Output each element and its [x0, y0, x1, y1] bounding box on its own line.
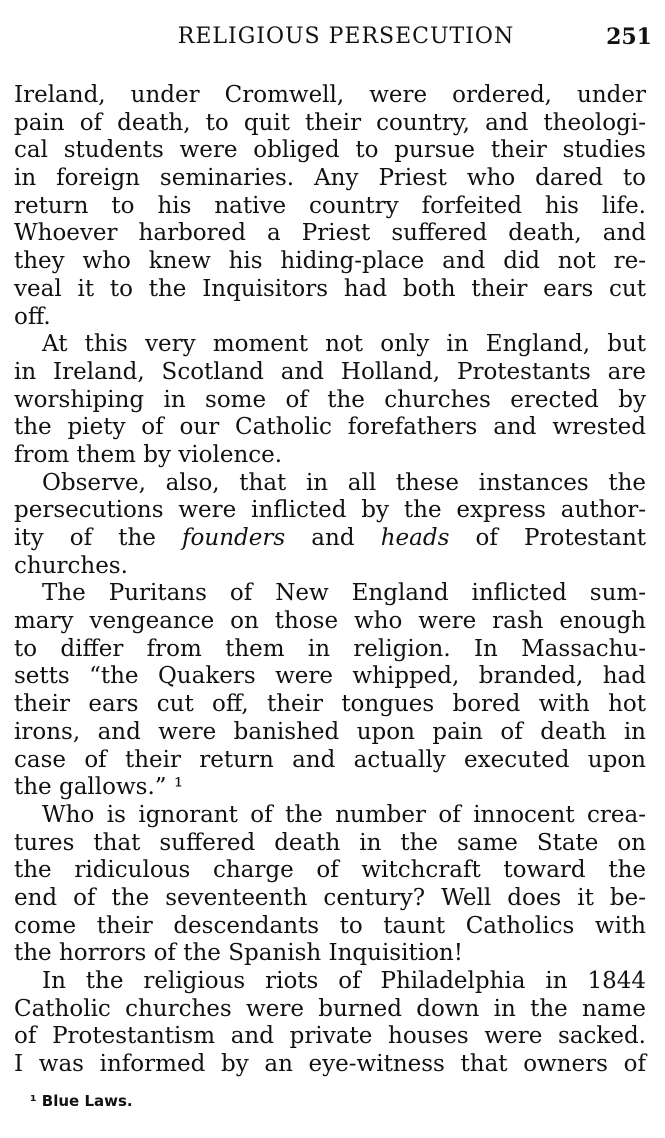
text-line: of Protestantism and private houses were sacked. [14, 1023, 646, 1050]
text-line: cal students were obliged to pursue their studies [14, 137, 646, 164]
body-text [14, 82, 646, 1079]
text-line: to differ from them in religion. In Massachu- [14, 635, 646, 662]
text-line: Observe, also, that in all these instances the [42, 469, 646, 496]
text-line: In the religious riots of Philadelphia in 1844 [42, 968, 646, 994]
footnote: ¹ Blue Laws. [30, 1092, 133, 1110]
text-line: the gallows.” ¹ [14, 774, 184, 801]
paragraph [14, 470, 646, 581]
emphasized-word: founders [182, 525, 286, 551]
text-line: off. [14, 303, 51, 330]
text-line: At this very moment not only in England, but [42, 331, 646, 358]
text-line: mary vengeance on those who were rash enough [14, 608, 646, 635]
text-line: Ireland, under Cromwell, were ordered, under [14, 82, 646, 108]
text-line: the ridiculous charge of witchcraft toward the [14, 857, 646, 884]
text-line: in foreign seminaries. Any Priest who dared to [14, 165, 646, 192]
text-line: in Ireland, Scotland and Holland, Protestants are [14, 358, 646, 385]
text-line: worshiping in some of the churches erected by [14, 386, 646, 413]
text-line: irons, and were banished upon pain of death in [14, 718, 646, 745]
text-line: case of their return and actually executed upon [14, 746, 646, 773]
paragraph [14, 802, 646, 968]
text-line: the horrors of the Spanish Inquisition! [14, 940, 463, 967]
page-number: 251 [606, 24, 652, 50]
text-line: veal it to the Inquisitors had both their ears cut [14, 275, 646, 302]
text-line: pain of death, to quit their country, and theologi- [14, 109, 646, 136]
emphasized-word: heads [380, 525, 450, 551]
page-header [16, 24, 652, 54]
text-line: tures that suffered death in the same State on [14, 829, 646, 856]
text-line: I was informed by an eye-witness that owners of [14, 1051, 646, 1078]
running-title: RELIGIOUS PERSECUTION [177, 24, 515, 49]
text-line: their ears cut off, their tongues bored with hot [14, 691, 646, 718]
text-line: end of the seventeenth century? Well does it be- [14, 884, 646, 911]
text-line: Whoever harbored a Priest suffered death, and [14, 220, 646, 247]
paragraph [14, 82, 646, 331]
text-line: Catholic churches were burned down in the name [14, 995, 646, 1022]
text-line: they who knew his hiding-place and did not re- [14, 248, 646, 275]
text-line: Who is ignorant of the number of innocent crea- [42, 801, 646, 828]
text-line: churches. [14, 552, 128, 579]
text-line: setts “the Quakers were whipped, branded, had [14, 663, 646, 690]
text-line: from them by violence. [14, 441, 283, 468]
text-line: The Puritans of New England inflicted sum- [42, 580, 646, 607]
paragraph [14, 968, 646, 1079]
text-line-with-emphasis: ity of the founders and heads of Protestant [14, 525, 646, 551]
text-line: return to his native country forfeited his life. [14, 192, 646, 219]
paragraph [14, 331, 646, 469]
text-line: come their descendants to taunt Catholics with [14, 912, 646, 939]
text-line: persecutions were inflicted by the express author- [14, 497, 646, 524]
paragraph [14, 580, 646, 802]
text-line: the piety of our Catholic forefathers and wrested [14, 414, 646, 441]
